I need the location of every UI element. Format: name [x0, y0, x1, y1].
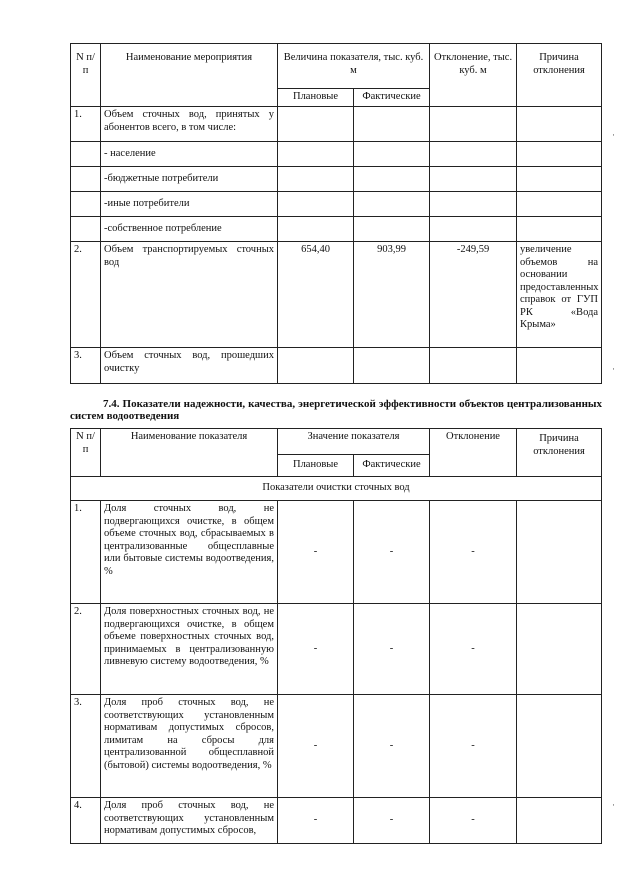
row-deviation — [430, 142, 517, 167]
row-num: 4. — [71, 798, 101, 844]
row-name: -собственное потребление — [101, 217, 278, 242]
section-heading-text: 7.4. Показатели надежности, качества, энергетической эффективности объектов централизованных систем водоотведения — [70, 398, 602, 422]
row-plan — [278, 167, 354, 192]
row-name: Доля проб сточных вод, не соответствующих установленным нормативам допустимых сбросов, — [101, 798, 278, 844]
row-fact: - — [354, 604, 430, 695]
row-num — [71, 192, 101, 217]
row-fact — [354, 142, 430, 167]
row-plan: - — [278, 604, 354, 695]
col-header-fact: Фактические — [354, 455, 430, 477]
margin-mark: · — [612, 364, 615, 374]
row-name: - население — [101, 142, 278, 167]
row-num: 3. — [71, 695, 101, 798]
row-reason — [517, 798, 602, 844]
wastewater-volume-table — [70, 43, 602, 384]
row-deviation: - — [430, 695, 517, 798]
row-deviation — [430, 192, 517, 217]
row-reason — [517, 217, 602, 242]
row-deviation: - — [430, 798, 517, 844]
table-row — [71, 348, 602, 384]
row-plan: - — [278, 798, 354, 844]
row-num: 2. — [71, 242, 101, 348]
row-num — [71, 167, 101, 192]
table-row — [71, 167, 602, 192]
col-header-deviation: Отклонение — [430, 429, 517, 477]
table-row — [71, 142, 602, 167]
row-fact — [354, 192, 430, 217]
margin-mark: · — [612, 130, 615, 140]
row-num — [71, 142, 101, 167]
row-fact: 903,99 — [354, 242, 430, 348]
col-header-num: N п/п — [71, 429, 101, 477]
row-plan — [278, 192, 354, 217]
section-row: Показатели очистки сточных вод — [71, 477, 602, 501]
row-num — [71, 217, 101, 242]
row-num: 1. — [71, 107, 101, 142]
section-heading — [70, 398, 602, 422]
row-deviation: -249,59 — [430, 242, 517, 348]
row-deviation — [430, 217, 517, 242]
row-fact — [354, 348, 430, 384]
col-header-value: Величина показателя, тыс. куб. м — [278, 44, 430, 89]
row-reason — [517, 192, 602, 217]
row-reason — [517, 604, 602, 695]
row-fact — [354, 107, 430, 142]
row-reason — [517, 107, 602, 142]
row-deviation — [430, 107, 517, 142]
col-header-reason: Причина отклонения — [517, 44, 602, 107]
col-header-plan: Плановые — [278, 455, 354, 477]
table-row — [71, 217, 602, 242]
row-fact — [354, 217, 430, 242]
col-header-plan: Плановые — [278, 89, 354, 107]
row-reason — [517, 167, 602, 192]
row-num: 1. — [71, 501, 101, 604]
row-reason — [517, 348, 602, 384]
row-deviation — [430, 348, 517, 384]
row-fact: - — [354, 798, 430, 844]
row-reason: увеличение объемов на основании предоставленных справок от ГУП РК «Вода Крыма» — [517, 242, 602, 348]
row-fact: - — [354, 501, 430, 604]
row-plan — [278, 348, 354, 384]
row-name: -бюджетные потребители — [101, 167, 278, 192]
row-plan: - — [278, 695, 354, 798]
col-header-value: Значение показателя — [278, 429, 430, 455]
row-plan: - — [278, 501, 354, 604]
row-reason — [517, 142, 602, 167]
table-row — [71, 242, 602, 348]
row-deviation — [430, 167, 517, 192]
row-reason — [517, 501, 602, 604]
row-deviation: - — [430, 501, 517, 604]
row-fact: - — [354, 695, 430, 798]
row-reason — [517, 695, 602, 798]
row-name: Доля сточных вод, не подвергающихся очистке, в общем объеме сточных вод, сбрасываемых в централизованные общесплавные или бытовые системы водоотведения, % — [101, 501, 278, 604]
col-header-reason: Причина отклонения — [517, 429, 602, 477]
row-name: Объем сточных вод, прошедших очистку — [101, 348, 278, 384]
col-header-deviation: Отклонение, тыс. куб. м — [430, 44, 517, 107]
table-row — [71, 192, 602, 217]
row-num: 3. — [71, 348, 101, 384]
row-num: 2. — [71, 604, 101, 695]
row-name: -иные потребители — [101, 192, 278, 217]
col-header-num: N п/п — [71, 44, 101, 107]
row-name: Доля поверхностных сточных вод, не подвергающихся очистке, в общем объеме поверхностных сточных вод, принимаемых в централизованную ливневую систему водоотведения, % — [101, 604, 278, 695]
col-header-name: Наименование мероприятия — [101, 44, 278, 107]
row-name: Объем транспортируемых сточных вод — [101, 242, 278, 348]
table-row — [71, 501, 602, 604]
row-deviation: - — [430, 604, 517, 695]
table-row — [71, 798, 602, 844]
row-fact — [354, 167, 430, 192]
quality-indicators-table — [70, 428, 602, 844]
row-plan — [278, 107, 354, 142]
table-row — [71, 695, 602, 798]
row-plan — [278, 142, 354, 167]
table-row — [71, 604, 602, 695]
col-header-name: Наименование показателя — [101, 429, 278, 477]
row-name: Доля проб сточных вод, не соответствующих установленным нормативам допустимых сбросов, лимитам на сбросы для централизованной общесплавной (бытовой) системы водоотведения, % — [101, 695, 278, 798]
row-plan: 654,40 — [278, 242, 354, 348]
margin-mark: · — [612, 800, 615, 810]
table-row — [71, 107, 602, 142]
col-header-fact: Фактические — [354, 89, 430, 107]
row-name: Объем сточных вод, принятых у абонентов всего, в том числе: — [101, 107, 278, 142]
row-plan — [278, 217, 354, 242]
